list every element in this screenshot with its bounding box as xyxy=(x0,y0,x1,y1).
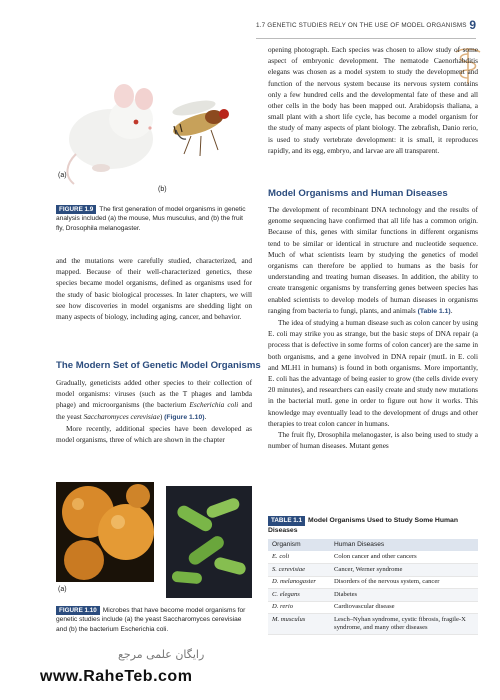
table-row xyxy=(268,576,478,589)
figure-1-10 xyxy=(56,482,252,600)
table-1-1-tag: TABLE 1.1 xyxy=(268,516,305,526)
bacteria-image xyxy=(166,486,252,598)
left-p1-yeast: Saccharomyces cerevisiae xyxy=(83,411,160,421)
heading-modern-model-organisms: The Modern Set of Genetic Model Organisms xyxy=(56,360,261,371)
mouse-and-fly-photos xyxy=(56,44,248,194)
right-p3-text: The fruit fly, Drosophila melanogaster, is also being used to study a number of human diseases. Mutant genes xyxy=(268,430,478,451)
organism-cell: C. elegans xyxy=(268,589,330,602)
section-title: 1.7 GENETIC STUDIES RELY ON THE USE OF MODEL ORGANISMS xyxy=(256,22,467,29)
right-paragraph-1 xyxy=(268,44,478,156)
figure-1-10-caption xyxy=(56,606,252,634)
column-header-organism: Organism xyxy=(268,539,330,551)
left-p1-ecoli: Escherichia coli xyxy=(189,400,239,410)
figure-1-9-caption xyxy=(56,205,252,233)
left-paragraph-2: Gradually, geneticists added other species to their collection of model organisms: viruses (such as the T phages and lambda phage) and microorganisms (the bacterium Escherichia coli and the yeast Saccharomyces cerevisiae) (Figure 1.10). More recently, additional species have been developed as model organisms, three of which are shown in the chapter xyxy=(56,378,252,445)
figure-1-10-tag: FIGURE 1.10 xyxy=(56,606,100,615)
right-p2-text: The idea of studying a human disease such as colon cancer by using E. coli may strike you as strange, but the basic steps of DNA repair (a process that is defective in some forms of colon cancer) are the same in both organisms, and a gene involved in DNA repair (mutL in E. coli and MLH1 in humans) is found in both organisms. More importantly, E. coli has the advantage of being easier to grow (the cells divide every 20 minutes), and researchers can easily create and study new mutations in the bacterial mutL gene in order to figure out how it works. This knowledge may eventually lead to the development of drugs and other therapies to treat colon cancer in humans. xyxy=(268,318,478,428)
running-header xyxy=(256,20,476,36)
header-rule xyxy=(256,38,476,39)
figure-1-10-caption-text: Microbes that have become model organisms for genetic studies include (a) the yeast Saccharomyces cerevisiae and (b) the bacterium Escherichia coli. xyxy=(56,607,246,633)
table-row xyxy=(268,564,478,577)
left-paragraph-1-text: and the mutations were carefully studied, characterized, and mapped. Because of their well-characterized genetics, these species became model organisms, defined as organisms used for the study of basic biological processes. In later chapters, we will see how discoveries in model organisms are shedding light on many aspects of biology, including aging, cancer, and behavior. xyxy=(56,256,252,322)
figure-1-10-reference[interactable]: (Figure 1.10) xyxy=(164,413,205,421)
organism-cell: E. coli xyxy=(268,551,330,563)
left-paragraph-1 xyxy=(56,255,252,322)
figure-1-10-panel-a-label: (a) xyxy=(58,586,67,593)
left-p1-mid: and the yeast xyxy=(56,400,252,421)
right-p1-text: The development of recombinant DNA technology and the results of genome sequencing have confirmed that all life has a common origin. Because of this, genes with similar functions in different organisms tend to be similar or identical in structure and nucleotide sequence. Much of what scientists learn by studying the genetics of model organisms can therefore be applied to humans as the basis for understanding and treating human diseases. In addition, the ability to create transgenic organisms by transferring genes between species has enabled scientists to develop models of human diseases in organisms ranging from bacteria to fungi, plants, and animals xyxy=(268,205,478,315)
figure-1-9-panel-b-label: (b) xyxy=(158,186,167,193)
left-p1-end: ) xyxy=(159,411,163,421)
watermark-site-link[interactable]: www.RaheTeb.com xyxy=(40,668,193,685)
figure-1-9-panel-a-label: (a) xyxy=(58,172,67,179)
table-row xyxy=(268,601,478,614)
disease-cell: Diabetes xyxy=(330,589,478,602)
left-paragraph-3-text: More recently, additional species have been developed as model organisms, three of which are shown in the chapter xyxy=(56,423,252,445)
organism-cell: S. cerevisiae xyxy=(268,564,330,577)
organism-cell: D. rerio xyxy=(268,601,330,614)
disease-cell: Cancer, Werner syndrome xyxy=(330,564,478,577)
column-header-diseases: Human Diseases xyxy=(330,539,478,551)
table-row xyxy=(268,551,478,563)
heading-model-organisms-human-diseases: Model Organisms and Human Diseases xyxy=(268,188,448,199)
right-paragraph-2: The development of recombinant DNA technology and the results of genome sequencing have confirmed that all life has a common origin. Because of this, genes with similar functions in different organisms tend to be similar or identical in structure and nucleotide sequence. Much of what scientists learn by studying the genetics of model organisms can therefore be applied to humans as the basis for understanding and treating human diseases. In addition, the ability to create transgenic organisms by transferring genes between species has enabled scientists to develop models of human diseases in organisms ranging from bacteria to fungi, plants, and animals (Table 1.1). The idea of studying a human disease such as colon cancer by using E. coli may strike you as strange, but the basic steps of DNA repair (a process that is defective in some forms of colon cancer) are the same in both organisms, and a gene involved in DNA repair (mutL in E. coli and MLH1 in humans) is found in both organisms. More importantly, E. coli has the advantage of being easier to grow (the cells divide every 20 minutes), and researchers can easily create and study new mutations in the bacterial mutL gene in order to figure out how it works. This knowledge may eventually lead to the development of drugs and other therapies to treat colon cancer in humans. The fruit fly, Drosophila melanogaster, is also being used to study a number of human diseases. Mutant genes xyxy=(268,205,478,451)
watermark-persian-text: رایگان علمی مرجع xyxy=(118,648,205,661)
table-header-row xyxy=(268,539,478,551)
figure-1-9 xyxy=(56,44,248,204)
organism-cell: D. melanogaster xyxy=(268,576,330,589)
table-row xyxy=(268,589,478,602)
left-p1-start: Gradually, geneticists added other species to their collection of model organisms: viruses (such as the T phages and lambda phage) and microorganisms (the bacterium xyxy=(56,378,252,410)
yeast-image xyxy=(56,482,154,582)
table-row xyxy=(268,614,478,635)
disease-cell: Cardiovascular disease xyxy=(330,601,478,614)
table-1-1-caption xyxy=(268,516,478,535)
table-1-1-reference[interactable]: (Table 1.1) xyxy=(417,307,451,315)
mouse-image xyxy=(67,84,153,184)
figure-1-9-caption-text: The first generation of model organisms in genetic analysis included (a) the mouse, Mus musculus, and (b) the fruit fly, Drosophila melanogaster. xyxy=(56,206,246,232)
organism-cell: M. musculus xyxy=(268,614,330,635)
disease-cell: Lesch–Nyhan syndrome, cystic fibrosis, fragile-X syndrome, and many other diseases xyxy=(330,614,478,635)
table-1-1 xyxy=(268,539,478,635)
disease-cell: Colon cancer and other cancers xyxy=(330,551,478,563)
table-1-1-title: Model Organisms Used to Study Some Human Diseases xyxy=(268,517,458,534)
microbe-photos xyxy=(56,482,252,600)
right-paragraph-1-text: opening photograph. Each species was chosen to allow study of some aspect of embryonic development. The nematode Caenorhabditis elegans was chosen as a model system to study the development and function of the nervous system because its nervous system contains only a few hundred cells and the developmental fate of these and all other cells in the body has been mapped out. Arabidopsis thaliana, a small plant with a short life cycle, has become a model organism for the study of many aspects of plant biology. The zebrafish, Danio rerio, is used to study vertebrate development: it is small, it reproduces rapidly, and its egg, embryo, and larvae are all transparent. xyxy=(268,45,478,155)
page-number: 9 xyxy=(469,18,476,32)
disease-cell: Disorders of the nervous system, cancer xyxy=(330,576,478,589)
figure-1-9-tag: FIGURE 1.9 xyxy=(56,205,96,214)
fruit-fly-image xyxy=(170,98,229,156)
